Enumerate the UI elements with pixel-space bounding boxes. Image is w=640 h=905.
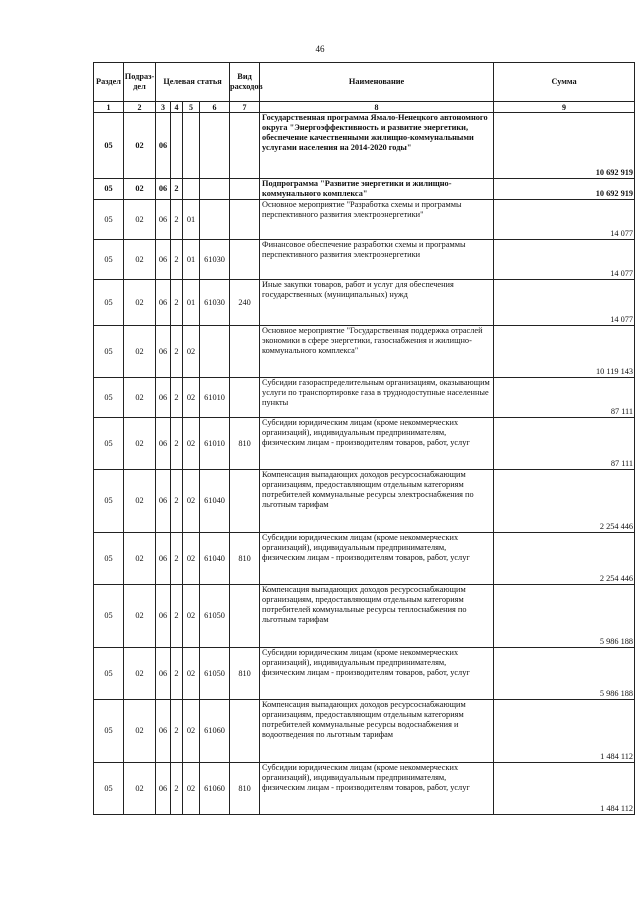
code-cell-6: 61010 bbox=[200, 418, 230, 470]
code-cell-5: 01 bbox=[183, 280, 200, 326]
name-cell: Субсидии юридическим лицам (кроме некоммерческих организаций), индивидуальным предпринимателям, физическим лицам - производителям товаров, работ, услуг bbox=[260, 533, 494, 585]
column-number: 1 bbox=[94, 102, 124, 113]
table-row bbox=[94, 533, 635, 585]
column-number: 5 bbox=[183, 102, 200, 113]
sum-cell: 14 077 bbox=[494, 280, 635, 326]
code-cell-7: 810 bbox=[230, 418, 260, 470]
code-cell-2: 02 bbox=[124, 700, 156, 763]
code-cell-7: 810 bbox=[230, 533, 260, 585]
code-cell-4: 2 bbox=[171, 240, 183, 280]
code-cell-4 bbox=[171, 113, 183, 179]
name-cell: Основное мероприятие "Государственная поддержка отраслей экономики в сфере энергетики, газоснабжения и жилищно-коммунального комплекса" bbox=[260, 326, 494, 378]
table-row bbox=[94, 700, 635, 763]
code-cell-3: 06 bbox=[156, 648, 171, 700]
header-row bbox=[94, 63, 635, 102]
code-cell-2: 02 bbox=[124, 470, 156, 533]
code-cell-3: 06 bbox=[156, 326, 171, 378]
code-cell-6: 61030 bbox=[200, 240, 230, 280]
code-cell-1: 05 bbox=[94, 200, 124, 240]
code-cell-3: 06 bbox=[156, 763, 171, 815]
name-cell: Субсидии юридическим лицам (кроме некоммерческих организаций), индивидуальным предпринимателям, физическим лицам - производителям товаров, работ, услуг bbox=[260, 763, 494, 815]
code-cell-7 bbox=[230, 200, 260, 240]
code-cell-7 bbox=[230, 179, 260, 200]
code-cell-1: 05 bbox=[94, 585, 124, 648]
code-cell-3: 06 bbox=[156, 179, 171, 200]
code-cell-6 bbox=[200, 200, 230, 240]
code-cell-4: 2 bbox=[171, 280, 183, 326]
code-cell-1: 05 bbox=[94, 240, 124, 280]
code-cell-5: 01 bbox=[183, 240, 200, 280]
code-cell-5: 02 bbox=[183, 326, 200, 378]
name-cell: Субсидии газораспределительным организациям, оказывающим услуги по транспортировке газа в труднодоступные населенные пункты bbox=[260, 378, 494, 418]
column-number: 2 bbox=[124, 102, 156, 113]
code-cell-1: 05 bbox=[94, 700, 124, 763]
table-row bbox=[94, 418, 635, 470]
name-cell: Субсидии юридическим лицам (кроме некоммерческих организаций), индивидуальным предпринимателям, физическим лицам - производителям товаров, работ, услуг bbox=[260, 418, 494, 470]
code-cell-6: 61010 bbox=[200, 378, 230, 418]
code-cell-4: 2 bbox=[171, 470, 183, 533]
code-cell-6: 61060 bbox=[200, 763, 230, 815]
code-cell-1: 05 bbox=[94, 326, 124, 378]
code-cell-2: 02 bbox=[124, 585, 156, 648]
code-cell-3: 06 bbox=[156, 585, 171, 648]
code-cell-6: 61030 bbox=[200, 280, 230, 326]
sum-cell: 10 119 143 bbox=[494, 326, 635, 378]
name-cell: Компенсация выпадающих доходов ресурсоснабжающим организациям, предоставляющим отдельным категориям потребителей коммунальные ресурсы водоснабжения и водоотведения по льготным тарифам bbox=[260, 700, 494, 763]
code-cell-4: 2 bbox=[171, 378, 183, 418]
name-cell: Финансовое обеспечение разработки схемы и программы перспективного развития электроэнергетики bbox=[260, 240, 494, 280]
budget-table bbox=[93, 62, 635, 815]
table-row bbox=[94, 240, 635, 280]
table-row bbox=[94, 585, 635, 648]
sum-cell: 2 254 446 bbox=[494, 470, 635, 533]
column-number: 9 bbox=[494, 102, 635, 113]
table-body bbox=[94, 113, 635, 815]
sum-cell: 2 254 446 bbox=[494, 533, 635, 585]
sum-cell: 5 986 188 bbox=[494, 648, 635, 700]
code-cell-5 bbox=[183, 179, 200, 200]
header-vid-raskhodov: Вид расходов bbox=[230, 63, 260, 102]
name-cell: Подпрограмма "Развитие энергетики и жилищно-коммунального комплекса" bbox=[260, 179, 494, 200]
table-row bbox=[94, 763, 635, 815]
code-cell-5: 02 bbox=[183, 648, 200, 700]
code-cell-3: 06 bbox=[156, 470, 171, 533]
code-cell-3: 06 bbox=[156, 378, 171, 418]
code-cell-4: 2 bbox=[171, 763, 183, 815]
code-cell-7 bbox=[230, 378, 260, 418]
column-number: 6 bbox=[200, 102, 230, 113]
code-cell-2: 02 bbox=[124, 179, 156, 200]
code-cell-7 bbox=[230, 240, 260, 280]
code-cell-3: 06 bbox=[156, 418, 171, 470]
code-cell-5: 02 bbox=[183, 470, 200, 533]
code-cell-4: 2 bbox=[171, 648, 183, 700]
code-cell-4: 2 bbox=[171, 326, 183, 378]
code-cell-3: 06 bbox=[156, 700, 171, 763]
code-cell-5: 02 bbox=[183, 585, 200, 648]
code-cell-6 bbox=[200, 326, 230, 378]
column-number-row bbox=[94, 102, 635, 113]
code-cell-1: 05 bbox=[94, 648, 124, 700]
code-cell-5: 02 bbox=[183, 700, 200, 763]
header-razdel: Раздел bbox=[94, 63, 124, 102]
code-cell-5: 02 bbox=[183, 418, 200, 470]
name-cell: Субсидии юридическим лицам (кроме некоммерческих организаций), индивидуальным предпринимателям, физическим лицам - производителям товаров, работ, услуг bbox=[260, 648, 494, 700]
sum-cell: 87 111 bbox=[494, 418, 635, 470]
code-cell-2: 02 bbox=[124, 200, 156, 240]
code-cell-2: 02 bbox=[124, 533, 156, 585]
page-number: 46 bbox=[315, 44, 325, 54]
code-cell-6 bbox=[200, 179, 230, 200]
code-cell-1: 05 bbox=[94, 378, 124, 418]
name-cell: Компенсация выпадающих доходов ресурсоснабжающим организациям, предоставляющим отдельным категориям потребителей коммунальные ресурсы электроснабжения по льготным тарифам bbox=[260, 470, 494, 533]
sum-cell: 10 692 919 bbox=[494, 113, 635, 179]
name-cell: Компенсация выпадающих доходов ресурсоснабжающим организациям, предоставляющим отдельным категориям потребителей коммунальные ресурсы теплоснабжения по льготным тарифам bbox=[260, 585, 494, 648]
column-number: 4 bbox=[171, 102, 183, 113]
header-podrazdel: Подраз-дел bbox=[124, 63, 156, 102]
header-naimenovanie: Наименование bbox=[260, 63, 494, 102]
header-summa: Сумма bbox=[494, 63, 635, 102]
code-cell-7 bbox=[230, 113, 260, 179]
name-cell: Иные закупки товаров, работ и услуг для обеспечения государственных (муниципальных) нужд bbox=[260, 280, 494, 326]
code-cell-1: 05 bbox=[94, 280, 124, 326]
sum-cell: 87 111 bbox=[494, 378, 635, 418]
code-cell-6: 61040 bbox=[200, 533, 230, 585]
code-cell-4: 2 bbox=[171, 418, 183, 470]
code-cell-6: 61040 bbox=[200, 470, 230, 533]
table-row bbox=[94, 648, 635, 700]
code-cell-3: 06 bbox=[156, 200, 171, 240]
table-row bbox=[94, 470, 635, 533]
column-number: 3 bbox=[156, 102, 171, 113]
code-cell-7 bbox=[230, 700, 260, 763]
code-cell-6 bbox=[200, 113, 230, 179]
table-row bbox=[94, 326, 635, 378]
code-cell-7 bbox=[230, 326, 260, 378]
sum-cell: 14 077 bbox=[494, 200, 635, 240]
sum-cell: 1 484 112 bbox=[494, 700, 635, 763]
code-cell-5: 01 bbox=[183, 200, 200, 240]
code-cell-5: 02 bbox=[183, 533, 200, 585]
code-cell-4: 2 bbox=[171, 179, 183, 200]
column-number: 7 bbox=[230, 102, 260, 113]
code-cell-1: 05 bbox=[94, 418, 124, 470]
code-cell-6: 61060 bbox=[200, 700, 230, 763]
table-row bbox=[94, 113, 635, 179]
table-row bbox=[94, 200, 635, 240]
table-row bbox=[94, 378, 635, 418]
table-row bbox=[94, 179, 635, 200]
code-cell-3: 06 bbox=[156, 533, 171, 585]
code-cell-7: 810 bbox=[230, 648, 260, 700]
code-cell-7 bbox=[230, 470, 260, 533]
code-cell-1: 05 bbox=[94, 470, 124, 533]
code-cell-5 bbox=[183, 113, 200, 179]
code-cell-7: 240 bbox=[230, 280, 260, 326]
code-cell-6: 61050 bbox=[200, 648, 230, 700]
code-cell-2: 02 bbox=[124, 648, 156, 700]
name-cell: Государственная программа Ямало-Ненецкого автономного округа "Энергоэффективность и развитие энергетики, обеспечение качественными жилищно-коммунальными услугами населения на 2014-2020 годы" bbox=[260, 113, 494, 179]
code-cell-1: 05 bbox=[94, 533, 124, 585]
sum-cell: 10 692 919 bbox=[494, 179, 635, 200]
code-cell-3: 06 bbox=[156, 113, 171, 179]
code-cell-3: 06 bbox=[156, 240, 171, 280]
code-cell-2: 02 bbox=[124, 418, 156, 470]
code-cell-6: 61050 bbox=[200, 585, 230, 648]
code-cell-4: 2 bbox=[171, 533, 183, 585]
code-cell-7 bbox=[230, 585, 260, 648]
name-cell: Основное мероприятие "Разработка схемы и программы перспективного развития электроэнергетики" bbox=[260, 200, 494, 240]
code-cell-4: 2 bbox=[171, 200, 183, 240]
code-cell-2: 02 bbox=[124, 113, 156, 179]
sum-cell: 14 077 bbox=[494, 240, 635, 280]
code-cell-2: 02 bbox=[124, 378, 156, 418]
column-number: 8 bbox=[260, 102, 494, 113]
code-cell-2: 02 bbox=[124, 326, 156, 378]
code-cell-3: 06 bbox=[156, 280, 171, 326]
code-cell-1: 05 bbox=[94, 113, 124, 179]
code-cell-2: 02 bbox=[124, 240, 156, 280]
code-cell-2: 02 bbox=[124, 280, 156, 326]
code-cell-1: 05 bbox=[94, 179, 124, 200]
code-cell-2: 02 bbox=[124, 763, 156, 815]
code-cell-1: 05 bbox=[94, 763, 124, 815]
code-cell-5: 02 bbox=[183, 378, 200, 418]
code-cell-4: 2 bbox=[171, 700, 183, 763]
code-cell-5: 02 bbox=[183, 763, 200, 815]
header-celevaya-statya: Целевая статья bbox=[156, 63, 230, 102]
code-cell-7: 810 bbox=[230, 763, 260, 815]
sum-cell: 5 986 188 bbox=[494, 585, 635, 648]
sum-cell: 1 484 112 bbox=[494, 763, 635, 815]
table-row bbox=[94, 280, 635, 326]
code-cell-4: 2 bbox=[171, 585, 183, 648]
